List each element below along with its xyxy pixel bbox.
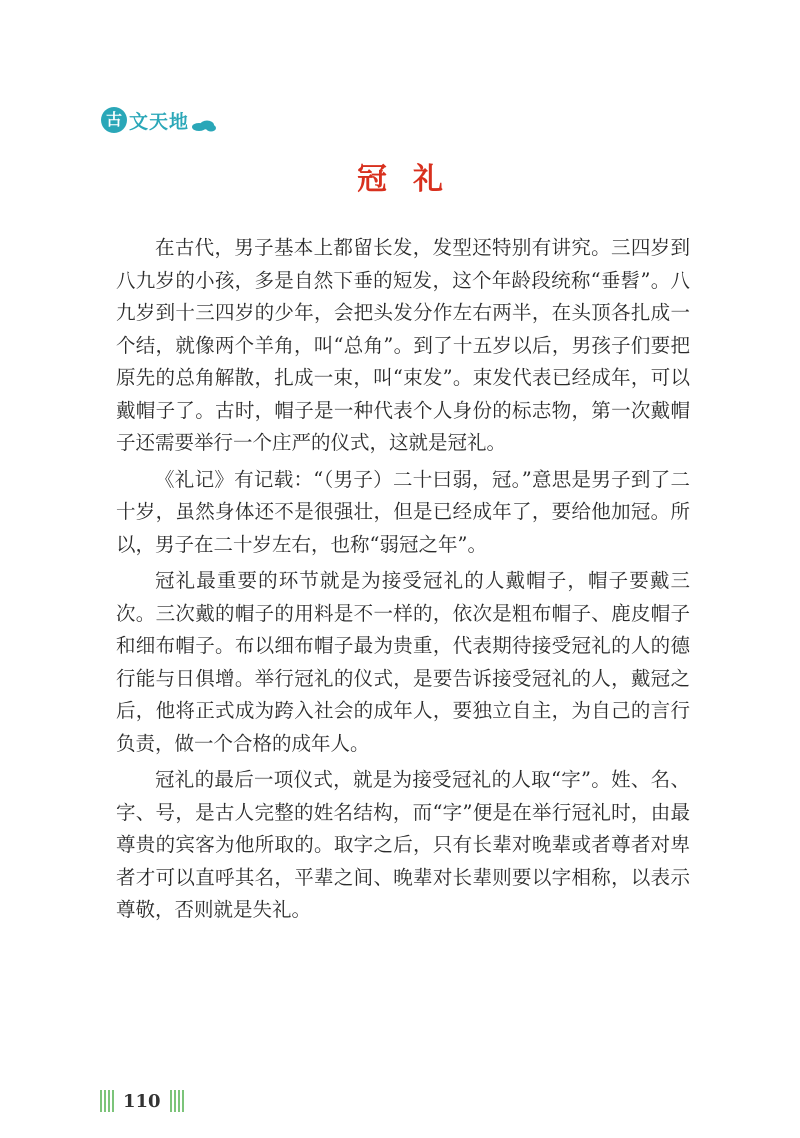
article-body [116,232,690,931]
paragraph: 冠礼最重要的环节就是为接受冠礼的人戴帽子，帽子要戴三次。三次戴的帽子的用料是不一样的，依次是粗布帽子、鹿皮帽子和细布帽子。布以细布帽子最为贵重，代表期待接受冠礼的人的德行能与日俱增。举行冠礼的仪式，是要告诉接受冠礼的人，戴冠之后，他将正式成为跨入社会的成年人，要独立自主，为自己的言行负责，做一个合格的成年人。 [116,569,690,755]
page-title: 冠礼 [357,162,469,197]
paragraph: 在古代，男子基本上都留长发，发型还特别有讲究。三四岁到八九岁的小孩，多是自然下垂的短发，这个年龄段统称“垂髫”。八九岁到十三四岁的少年，会把头发分作左右两半，在头顶各扎成一个结，就像两个羊角，叫“总角”。到了十五岁以后，男孩子们要把原先的总角解散，扎成一束，叫“束发”。束发代表已经成年，可以戴帽子了。古时，帽子是一种代表个人身份的标志物，第一次戴帽子还需要举行一个庄严的仪式，这就是冠礼。 [116,236,690,454]
paragraph: 冠礼的最后一项仪式，就是为接受冠礼的人取“字”。姓、名、字、号，是古人完整的姓名结构，而“字”便是在举行冠礼时，由最尊贵的宾客为他所取的。取字之后，只有长辈对晚辈或者尊者对卑者才可以直呼其名，平辈之间、晚辈对长辈则要以字相称，以表示尊敬，否则就是失礼。 [116,768,690,921]
section-label: 文天地 [129,110,190,133]
cloud-icon [191,120,217,132]
page-footer [99,1088,185,1114]
stripe-left-icon [99,1089,115,1113]
badge-circle-icon: 古 [101,107,127,133]
page-number: 110 [123,1090,161,1112]
stripe-right-icon [169,1089,185,1113]
paragraph: 《礼记》有记载：“（男子）二十曰弱，冠。”意思是男子到了二十岁，虽然身体还不是很强壮，但是已经成年了，要给他加冠。所以，男子在二十岁左右，也称“弱冠之年”。 [116,467,690,556]
section-badge [101,103,217,137]
